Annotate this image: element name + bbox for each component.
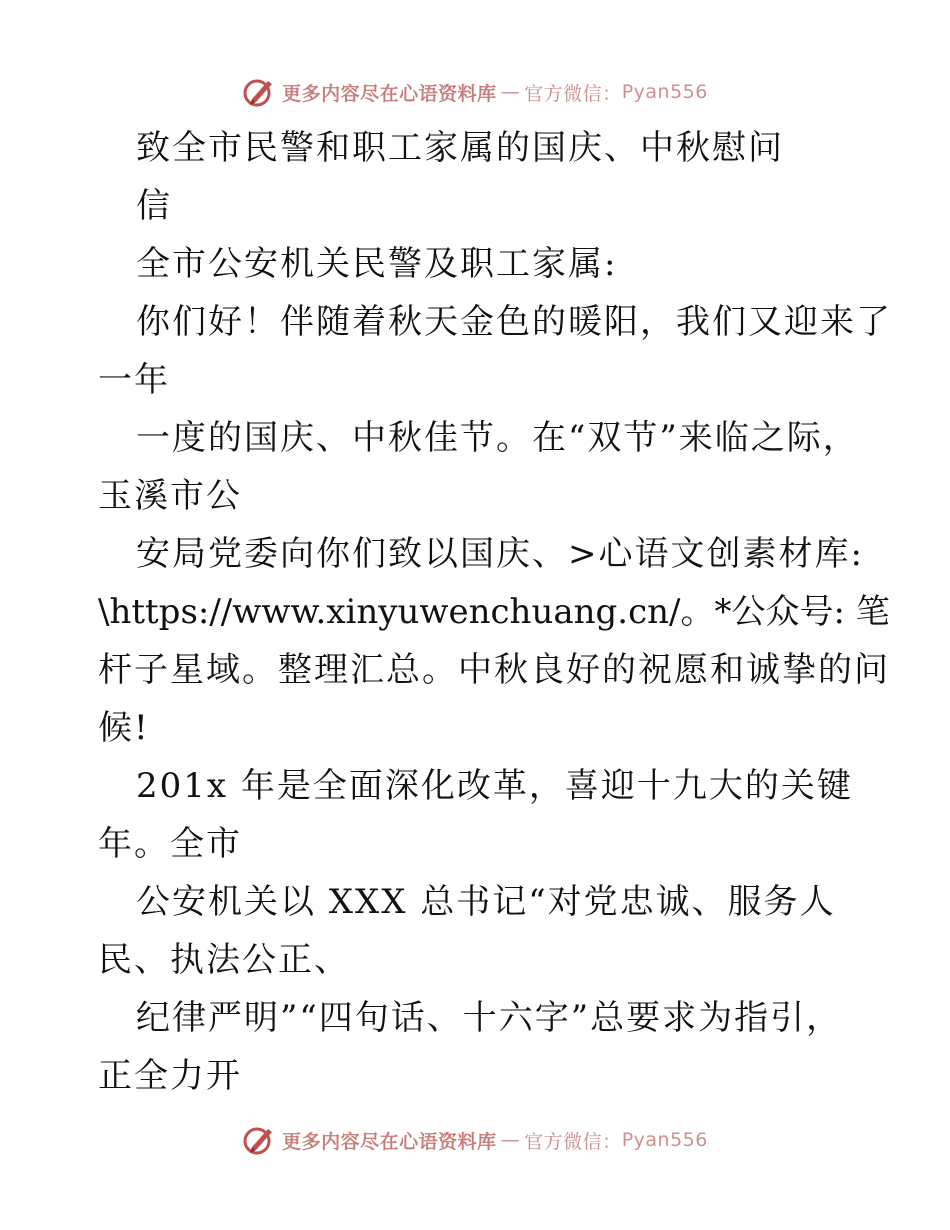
watermark-dash: —: [500, 1129, 521, 1151]
letter-title-line-1: 致全市民警和职工家属的国庆、中秋慰问: [136, 128, 784, 168]
body-line: 纪律严明”“四句话、十六字”总要求为指引，: [136, 998, 843, 1038]
letter-title-line-2: 信: [136, 186, 172, 226]
watermark-wechat-id: Pyan556: [621, 81, 708, 103]
body-line: 玉溪市公: [98, 476, 242, 516]
body-line-url: \https://www.xinyuwenchuang.cn/。*公众号: 笔: [98, 592, 890, 632]
body-line: 公安机关以 XXX 总书记“对党忠诚、服务人: [136, 882, 836, 922]
watermark-site-text: 更多内容尽在心语资料库: [282, 1130, 497, 1153]
body-line: 201x 年是全面深化改革，喜迎十九大的关键: [136, 766, 853, 806]
pen-logo-icon: [242, 75, 276, 109]
watermark-wechat-id: Pyan556: [621, 1129, 708, 1151]
watermark-banner-top: [0, 72, 950, 112]
body-line: 年。全市: [98, 824, 242, 864]
body-line: 一年: [98, 360, 170, 400]
body-line: 你们好！伴随着秋天金色的暖阳，我们又迎来了: [136, 302, 892, 342]
watermark-dash: —: [500, 81, 521, 103]
watermark-official-label: 官方微信：: [524, 82, 622, 105]
body-line: 民、执法公正、: [98, 940, 350, 980]
body-line: 一度的国庆、中秋佳节。在“双节”来临之际，: [136, 418, 859, 458]
salutation-line: 全市公安机关民警及职工家属:: [136, 244, 618, 284]
body-line: 正全力开: [98, 1056, 242, 1096]
pen-logo-icon: [242, 1123, 276, 1157]
body-line: 候!: [98, 708, 150, 748]
watermark-site-text: 更多内容尽在心语资料库: [282, 82, 497, 105]
watermark-official-label: 官方微信：: [524, 1130, 622, 1153]
body-line: 安局党委向你们致以国庆、>心语文创素材库:: [136, 534, 864, 574]
watermark-banner-bottom: [0, 1120, 950, 1160]
body-line: 杆子星域。整理汇总。中秋良好的祝愿和诚挚的问: [98, 650, 890, 690]
